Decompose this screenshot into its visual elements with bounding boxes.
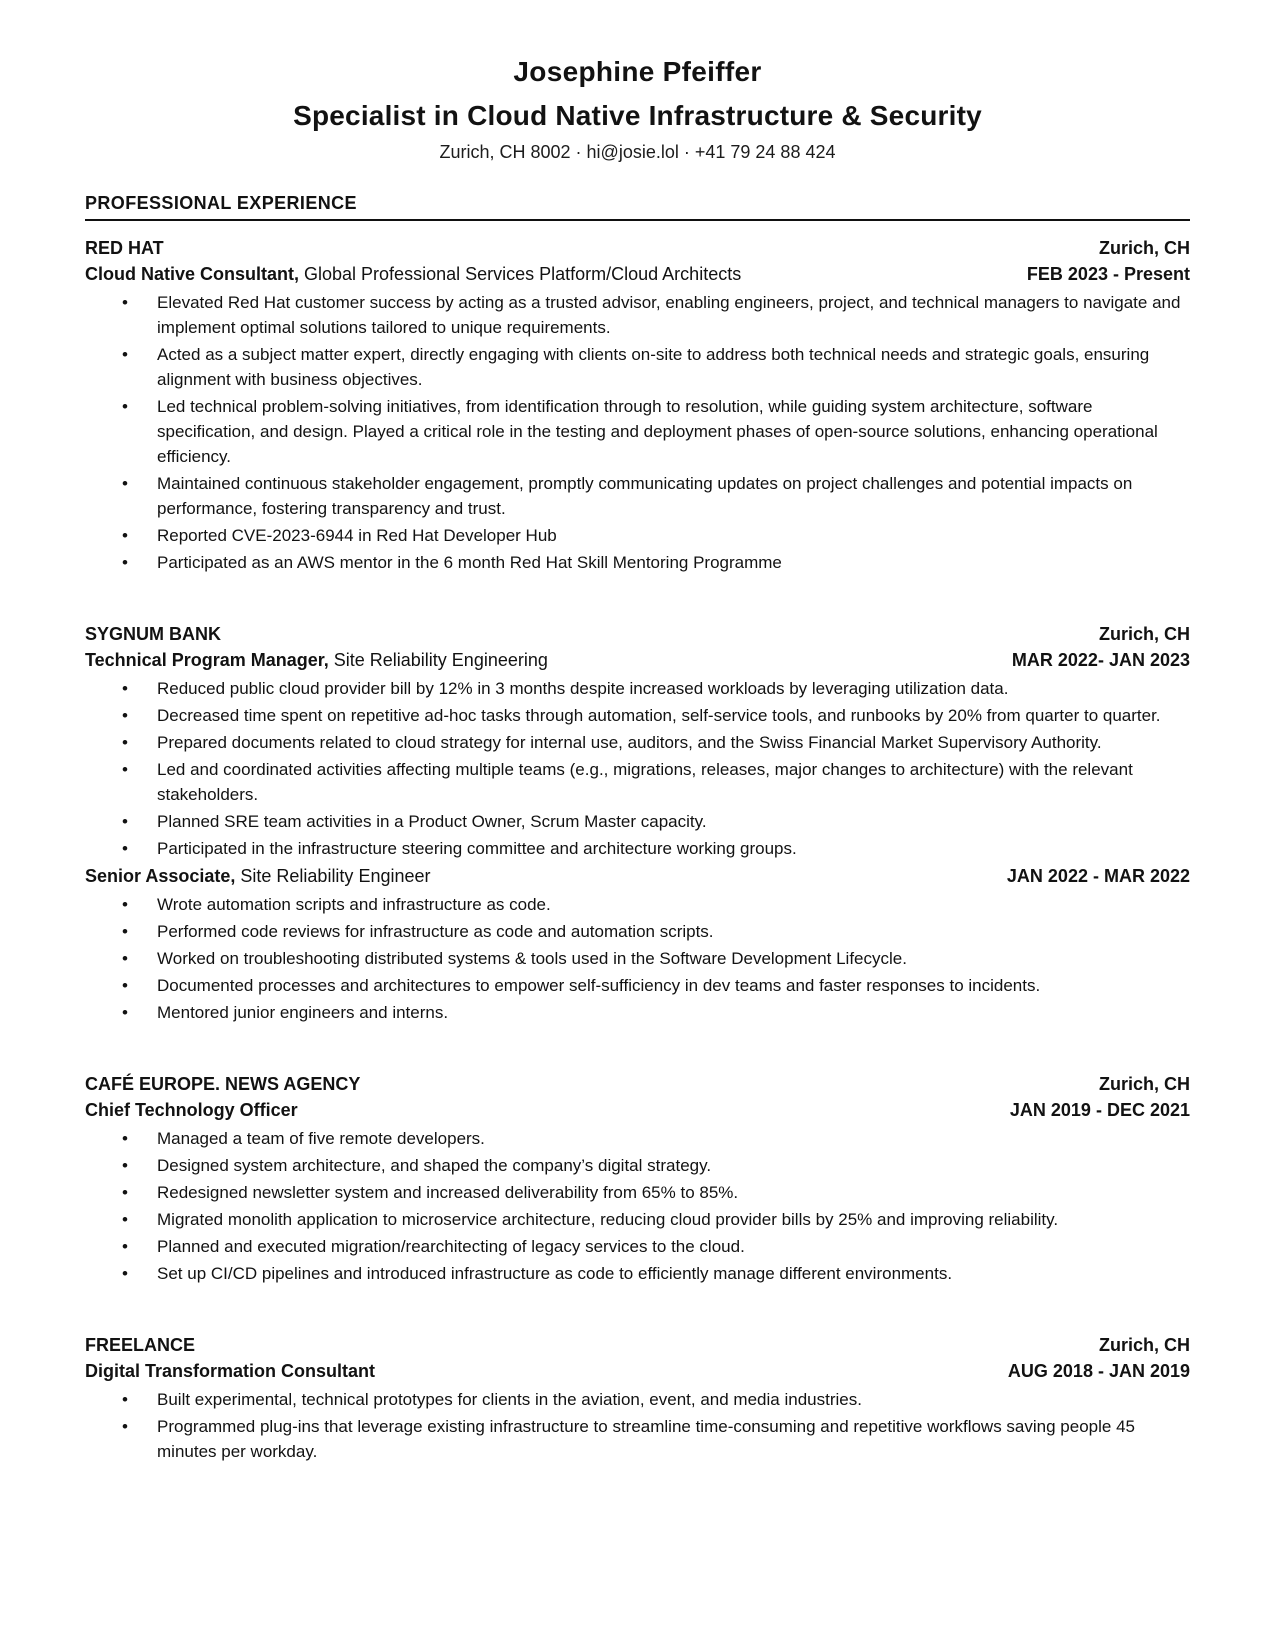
bullet-item: • Built experimental, technical prototypes for clients in the aviation, event, and media industries. [85,1387,1190,1412]
role-dates: FEB 2023 - Present [1026,264,1190,284]
header-contact: Zurich, CH 8002 · hi@josie.lol · +41 79 24 88 424 [439,142,836,162]
role-dates: JAN 2022 - MAR 2022 [1006,866,1190,886]
bullet-item: • Acted as a subject matter expert, directly engaging with clients on-site to address both technical needs and strategic goals, ensuring alignment with business objectives. [85,342,1190,392]
bullet-item: • Redesigned newsletter system and increased deliverability from 65% to 85%. [85,1180,1190,1205]
role-dates: MAR 2022- JAN 2023 [1011,650,1190,670]
header-title: Specialist in Cloud Native Infrastructure & Security [293,100,982,131]
role-block [85,1358,1190,1464]
role-row [85,863,1190,889]
experience-entry-sygnum [85,621,1190,1025]
bullet-item: • Performed code reviews for infrastructure as code and automation scripts. [85,919,1190,944]
bullet-list [85,1387,1190,1464]
bullet-item: • Worked on troubleshooting distributed systems & tools used in the Software Development Lifecycle. [85,946,1190,971]
bullet-item: • Mentored junior engineers and interns. [85,1000,1190,1025]
role-dates: AUG 2018 - JAN 2019 [1007,1361,1190,1381]
bullet-item: • Planned and executed migration/rearchitecting of legacy services to the cloud. [85,1234,1190,1259]
bullet-list [85,1126,1190,1286]
role-title: Technical Program Manager, Site Reliability Engineering [85,650,548,670]
header-name: Josephine Pfeiffer [513,56,762,87]
role-row [85,1358,1190,1384]
bullet-item: • Programmed plug-ins that leverage existing infrastructure to streamline time-consuming and repetitive workflows saving people 45 minutes per workday. [85,1414,1190,1464]
role-block [85,261,1190,575]
company-location: Zurich, CH [1098,238,1190,258]
section-rule [85,219,1190,221]
role-row [85,261,1190,287]
company-location: Zurich, CH [1098,1335,1190,1355]
bullet-item: • Participated in the infrastructure steering committee and architecture working groups. [85,836,1190,861]
resume-header [85,56,1190,163]
company-location: Zurich, CH [1098,624,1190,644]
bullet-list [85,676,1190,861]
company-name: CAFÉ EUROPE. NEWS AGENCY [85,1074,361,1094]
bullet-item: • Migrated monolith application to microservice architecture, reducing cloud provider bills by 25% and improving reliability. [85,1207,1190,1232]
company-name: SYGNUM BANK [85,624,222,644]
experience-entry-cafe-europe [85,1071,1190,1286]
bullet-item: • Reduced public cloud provider bill by 12% in 3 months despite increased workloads by leveraging utilization data. [85,676,1190,701]
bullet-item: • Reported CVE-2023-6944 in Red Hat Developer Hub [85,523,1190,548]
role-block [85,863,1190,1025]
bullet-item: • Decreased time spent on repetitive ad-hoc tasks through automation, self-service tools, and runbooks by 20% from quarter to quarter. [85,703,1190,728]
bullet-item: • Managed a team of five remote developers. [85,1126,1190,1151]
bullet-item: • Documented processes and architectures to empower self-sufficiency in dev teams and faster responses to incidents. [85,973,1190,998]
company-name: FREELANCE [85,1335,196,1355]
role-title: Senior Associate, Site Reliability Engineer [85,866,431,886]
bullet-item: • Maintained continuous stakeholder engagement, promptly communicating updates on project challenges and potential impacts on performance, fostering transparency and trust. [85,471,1190,521]
company-location: Zurich, CH [1098,1074,1190,1094]
role-block [85,647,1190,861]
bullet-item: • Wrote automation scripts and infrastructure as code. [85,892,1190,917]
bullet-item: • Participated as an AWS mentor in the 6 month Red Hat Skill Mentoring Programme [85,550,1190,575]
company-row [85,235,1190,261]
company-name: RED HAT [85,238,164,258]
company-row [85,1071,1190,1097]
bullet-list [85,892,1190,1025]
bullet-item: • Set up CI/CD pipelines and introduced infrastructure as code to efficiently manage different environments. [85,1261,1190,1286]
role-block [85,1097,1190,1286]
role-title: Digital Transformation Consultant [85,1361,376,1381]
section-heading: PROFESSIONAL EXPERIENCE [85,193,357,213]
bullet-item: • Led technical problem-solving initiatives, from identification through to resolution, while guiding system architecture, software specification, and design. Played a critical role in the testing and deployment phases of open-source solutions, enhancing operational efficiency. [85,394,1190,469]
role-dates: JAN 2019 - DEC 2021 [1009,1100,1190,1120]
role-title: Chief Technology Officer [85,1100,298,1120]
bullet-item: • Designed system architecture, and shaped the company’s digital strategy. [85,1153,1190,1178]
company-row [85,621,1190,647]
experience-entry-freelance [85,1332,1190,1464]
company-row [85,1332,1190,1358]
role-row [85,1097,1190,1123]
bullet-item: • Planned SRE team activities in a Product Owner, Scrum Master capacity. [85,809,1190,834]
role-title: Cloud Native Consultant, Global Professional Services Platform/Cloud Architects [85,264,742,284]
bullet-item: • Prepared documents related to cloud strategy for internal use, auditors, and the Swiss Financial Market Supervisory Authority. [85,730,1190,755]
bullet-item: • Elevated Red Hat customer success by acting as a trusted advisor, enabling engineers, project, and technical managers to navigate and implement optimal solutions tailored to unique requirements. [85,290,1190,340]
bullet-list [85,290,1190,575]
role-row [85,647,1190,673]
experience-entry-redhat [85,235,1190,575]
bullet-item: • Led and coordinated activities affecting multiple teams (e.g., migrations, releases, major changes to architecture) with the relevant stakeholders. [85,757,1190,807]
